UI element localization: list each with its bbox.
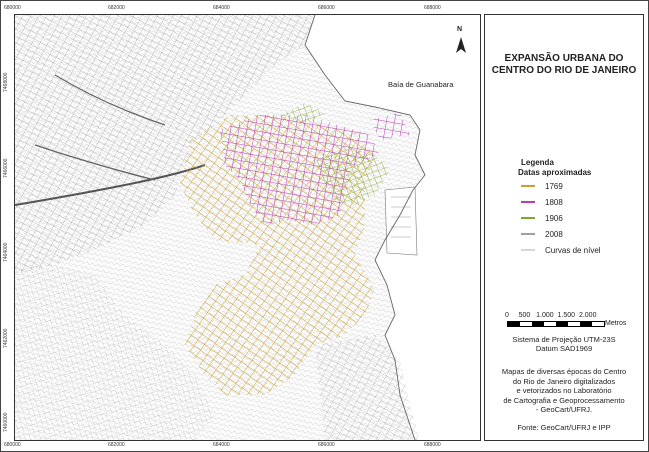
- x-tick: 682000: [108, 5, 125, 11]
- north-label: N: [457, 26, 463, 33]
- legend-item: [521, 228, 563, 240]
- legend-swatch-1769: [521, 185, 535, 187]
- legend-item: [521, 180, 563, 192]
- y-tick: 7466000: [3, 158, 9, 178]
- legend-swatch-1906: [521, 217, 535, 219]
- legend-label: Curvas de nível: [545, 245, 601, 255]
- credits-line: do Rio de Janeiro digitalizados: [512, 376, 616, 386]
- x-tick-bottom: 688000: [424, 442, 441, 448]
- legend-title: Legenda: [521, 158, 554, 167]
- y-tick: 7460000: [3, 412, 9, 432]
- x-tick: 688000: [424, 5, 441, 11]
- legend-label: 2008: [545, 229, 563, 239]
- credits-line: e vetorizados no Laboratório: [516, 386, 612, 395]
- legend-label: 1769: [545, 181, 563, 191]
- y-tick: 7468000: [3, 72, 9, 92]
- legend-item: [521, 212, 563, 224]
- bay-label: Baía de Guanabara: [388, 80, 454, 89]
- credits-text: [489, 367, 639, 415]
- legend-item: [521, 244, 601, 256]
- x-tick-bottom: 684000: [213, 442, 230, 448]
- credits-line: de Cartografia e Geoprocessamento: [503, 395, 625, 405]
- projection-info: [485, 335, 643, 353]
- projection-line: Sistema de Projeção UTM-23S: [512, 335, 616, 344]
- legend-subtitle: Datas aproximadas: [518, 168, 592, 177]
- x-tick: 686000: [318, 5, 335, 11]
- map-title: EXPANSÃO URBANA DO CENTRO DO RIO DE JANEIRO: [491, 53, 637, 76]
- map-canvas[interactable]: [14, 14, 481, 441]
- legend-label: 1906: [545, 213, 563, 223]
- legend-swatch-2008: [521, 233, 535, 235]
- x-tick-bottom: 680000: [4, 442, 21, 448]
- y-tick: 7464000: [3, 242, 9, 262]
- legend-label: 1808: [545, 197, 563, 207]
- x-tick: 680000: [4, 5, 21, 11]
- credits-line: - GeoCart/UFRJ.: [535, 405, 593, 414]
- x-tick-bottom: 686000: [318, 442, 335, 448]
- scale-unit: Metros: [605, 320, 627, 327]
- legend-swatch-1808: [521, 201, 535, 203]
- scale-bar: [507, 321, 605, 327]
- legend-item: [521, 196, 563, 208]
- x-tick: 684000: [213, 5, 230, 11]
- source-text: Fonte: GeoCart/UFRJ e IPP: [517, 423, 611, 432]
- y-tick: 7462000: [3, 328, 9, 348]
- x-tick-bottom: 682000: [108, 442, 125, 448]
- map-svg: [15, 15, 480, 440]
- legend-heading: [518, 158, 591, 178]
- scale-labels: 0 500 1.000 1.500 2.000: [505, 312, 597, 319]
- credits-line: Mapas de diversas épocas do Centro: [501, 367, 627, 376]
- datum-line: Datum SAD1969: [535, 344, 593, 353]
- legend-swatch-contours: [521, 249, 535, 251]
- legend-panel: [484, 14, 644, 441]
